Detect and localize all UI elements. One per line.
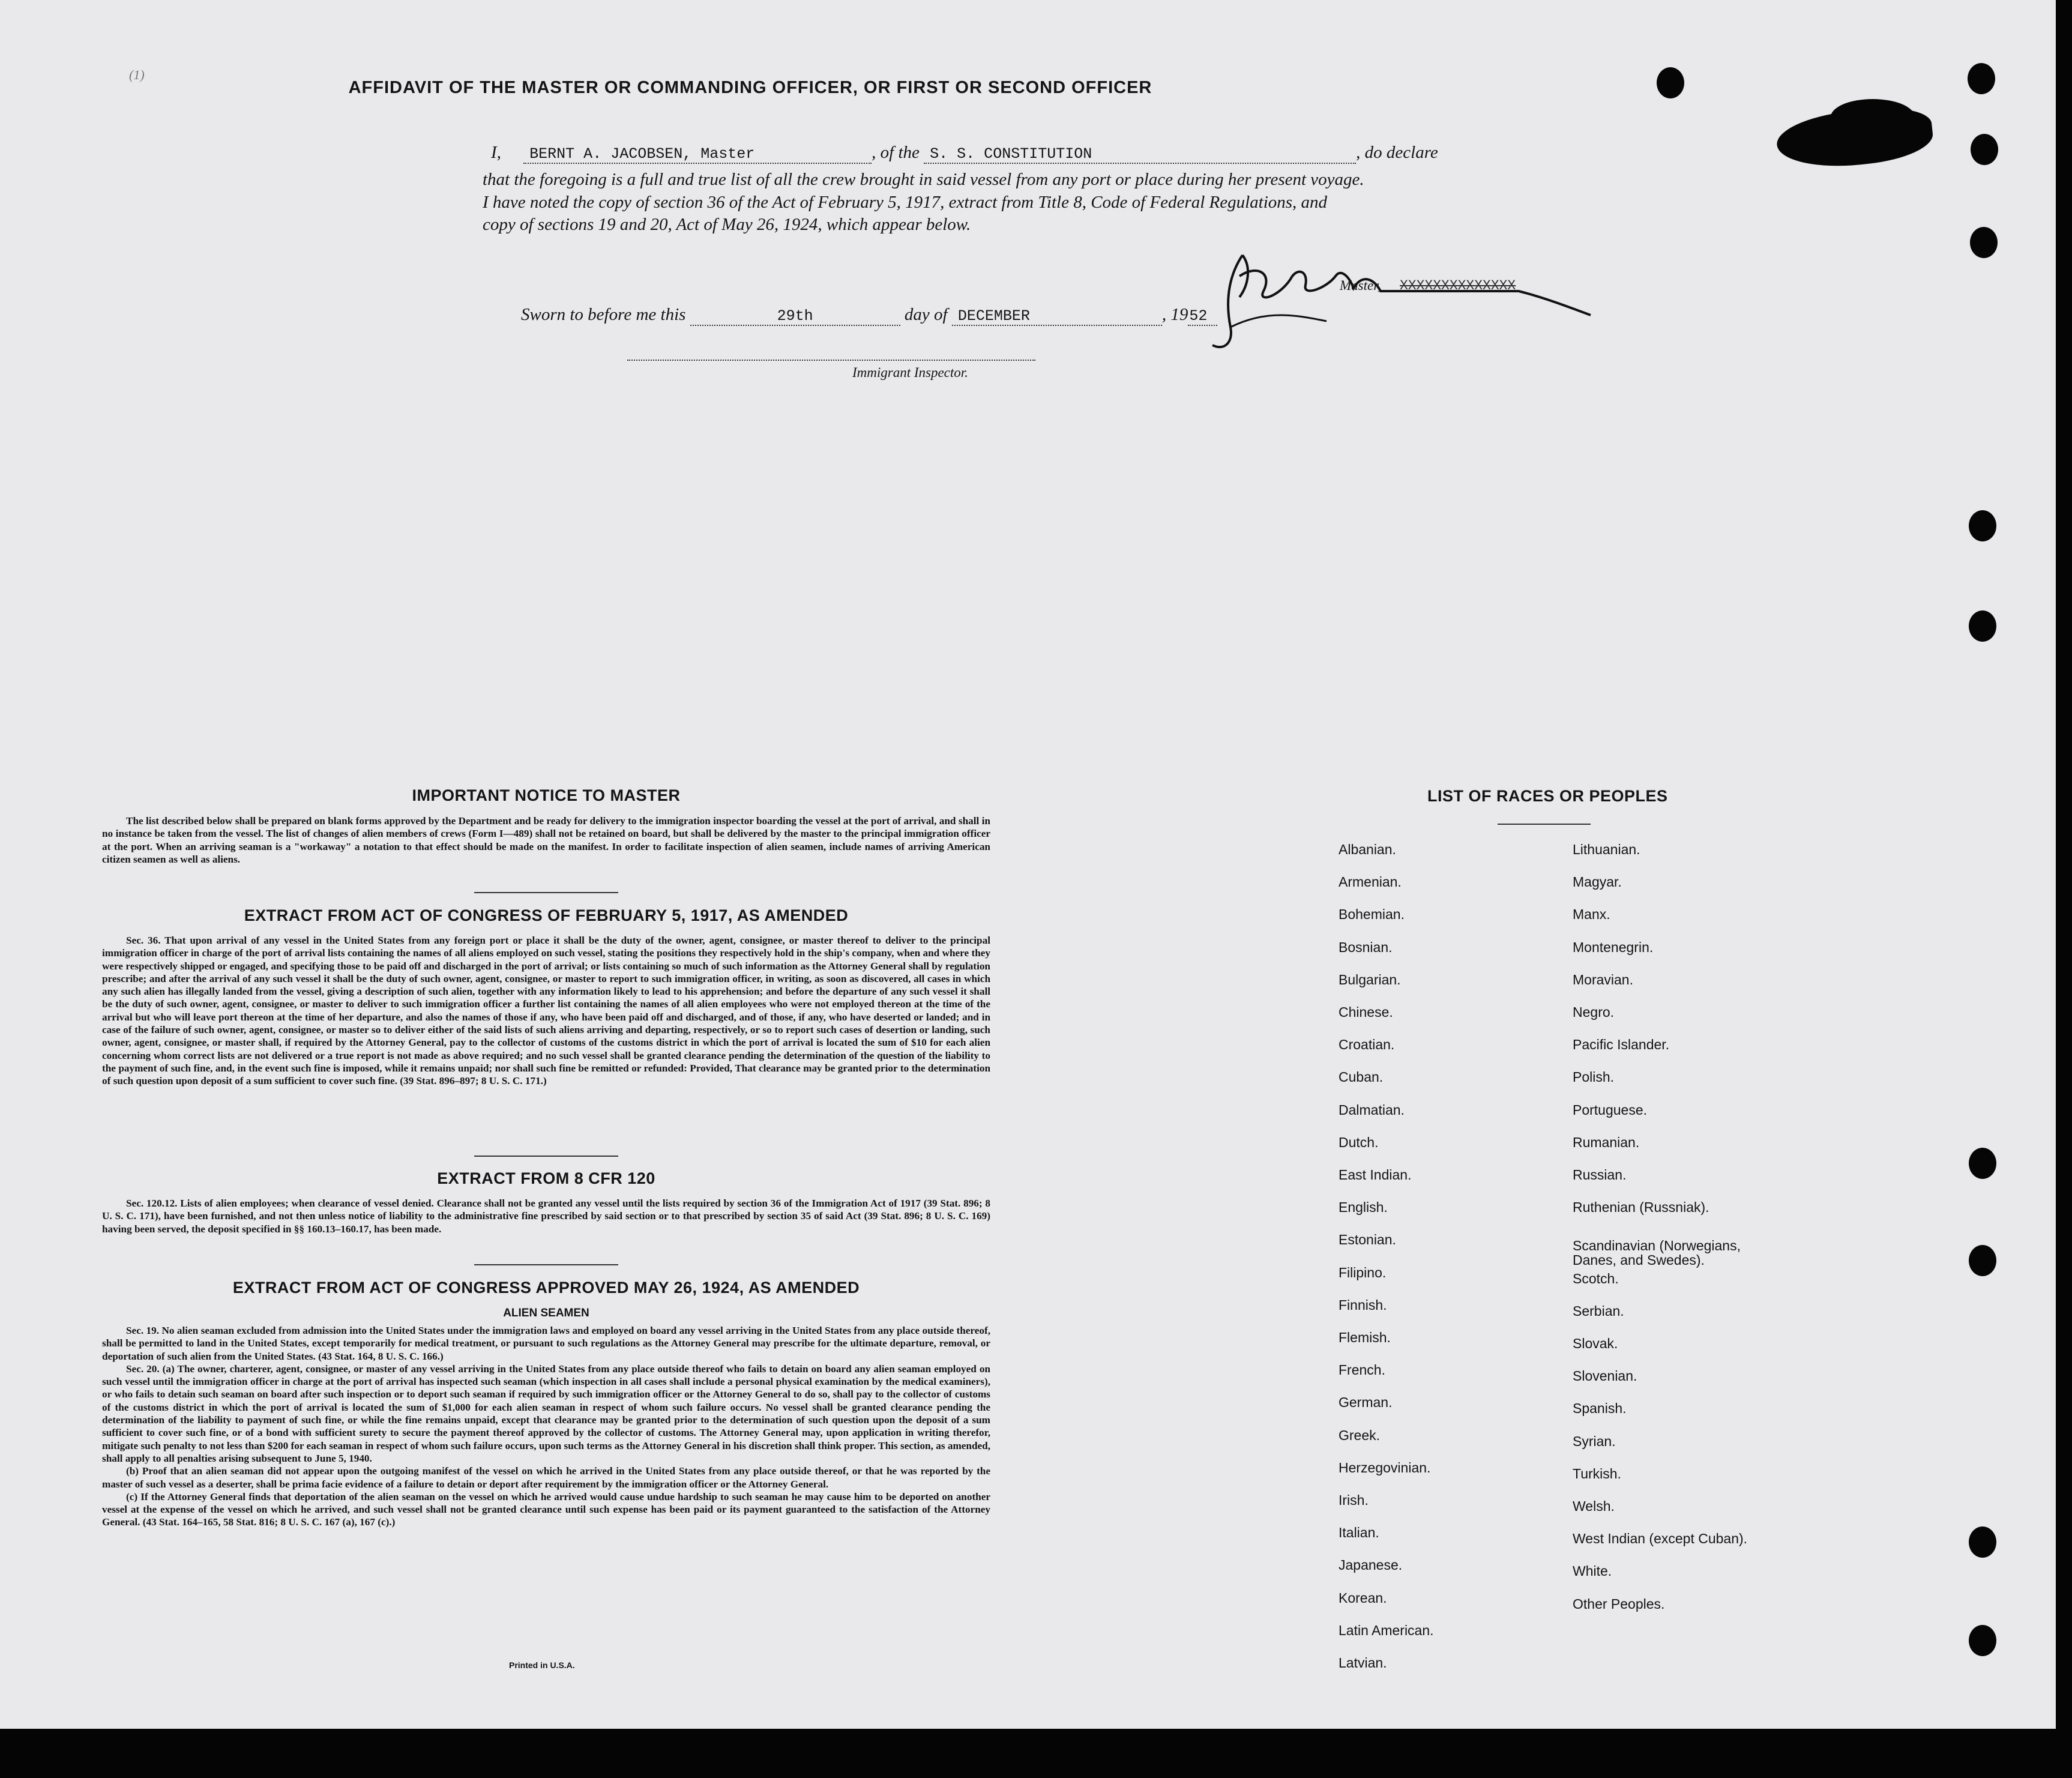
punch-hole [1969, 1148, 1996, 1179]
inspector-signature-line [627, 360, 1035, 361]
corner-mark: (1) [129, 67, 145, 82]
sec19-text: Sec. 19. No alien seaman excluded from admission into the United States under the immigration laws and employed on board any vessel arriving in the United States from any place outside thereof, shall be permitted to land in the United States, except temporarily for medical treatment, or pursuant to such regulations as the Attorney General may prescribe for the ultimate departure, removal, or deportation of such alien from the United States. (43 Stat. 164, 8 U. S. C. 166.) [102, 1325, 990, 1362]
pronoun: I, [491, 143, 501, 162]
race-item: Magyar. [1573, 874, 1622, 890]
race-item: Cuban. [1339, 1069, 1384, 1085]
sworn-day-field: 29th [690, 307, 900, 326]
extract1-title: EXTRACT FROM ACT OF CONGRESS OF FEBRUARY 5, 1917, AS AMENDED [244, 906, 849, 924]
race-item: Rumanian. [1573, 1134, 1640, 1150]
race-item: Serbian. [1573, 1303, 1624, 1319]
race-item: Estonian. [1339, 1232, 1396, 1248]
punch-hole [1969, 1526, 1996, 1558]
divider-2 [474, 1156, 618, 1157]
inspector-label: Immigrant Inspector. [852, 365, 968, 380]
race-item: French. [1339, 1362, 1385, 1378]
race-item: Turkish. [1573, 1465, 1621, 1481]
race-item: Syrian. [1573, 1433, 1616, 1449]
affidavit-title: AFFIDAVIT OF THE MASTER OR COMMANDING OFFICER, OR FIRST OR SECOND OFFICER [348, 78, 1152, 97]
race-item: Chinese. [1339, 1004, 1393, 1020]
race-item: Finnish. [1339, 1297, 1387, 1313]
race-item: Croatian. [1339, 1037, 1395, 1053]
race-item: Welsh. [1573, 1498, 1615, 1514]
race-item: Albanian. [1339, 842, 1396, 857]
punch-hole [1968, 63, 1995, 94]
extract2-title: EXTRACT FROM 8 CFR 120 [437, 1169, 655, 1187]
day-of-text: day of [904, 305, 948, 324]
race-item: West Indian (except Cuban). [1573, 1531, 1748, 1547]
races-title: LIST OF RACES OR PEOPLES [1427, 787, 1668, 805]
race-item: Bosnian. [1339, 939, 1393, 955]
race-item: Irish. [1339, 1492, 1369, 1508]
race-item: Dalmatian. [1339, 1101, 1405, 1118]
race-item: Dutch. [1339, 1134, 1379, 1150]
affidavit-line-4: copy of sections 19 and 20, Act of May 26, 1924, which appear below. [483, 215, 971, 234]
extract3-title: EXTRACT FROM ACT OF CONGRESS APPROVED MAY 26, 1924, AS AMENDED [232, 1279, 860, 1297]
race-item: Scotch. [1573, 1270, 1619, 1286]
race-item: English. [1339, 1199, 1388, 1216]
sec20a-text: Sec. 20. (a) The owner, charterer, agent, consignee, or master of any vessel arriving in the United States from any place outside thereof who fails to detain on board any alien seaman employed on such vessel until the immigration officer in charge at the port of arrival has inspected such seaman (which inspection in all cases shall include a personal physical examination by the medical examiners), or who fails to detain such seaman on board after such inspection or to deport such seaman if required by such immigration officer or the Attorney General to do so, shall pay to the collector of customs of the customs district in which the port of arrival is located the sum of $1,000 for each alien seaman in respect of whom such failure occurs. No vessel shall be granted clearance pending the determination of the liability to payment of such fine, or while the fine remains unpaid, except that clearance may be granted prior to the determination of such question upon the deposit of a sum sufficient to cover such fine, or of a bond with sufficient surety to secure the payment thereof approved by the collector of customs. The Attorney General may, upon application in writing therefor, mitigate such penalty to not less than $200 for each seaman in respect of whom such failure occurs, upon such terms as the Attorney General in his discretion shall think proper. This section, as amended, shall apply to all penalties arising subsequent to June 5, 1940. [102, 1363, 990, 1464]
extract3-subtitle: ALIEN SEAMEN [503, 1307, 589, 1319]
race-item: Latin American. [1339, 1622, 1434, 1638]
of-the-text: , of the [872, 143, 920, 162]
race-item: Bohemian. [1339, 906, 1405, 923]
sworn-month-field: DECEMBER [952, 307, 1162, 326]
ink-blot [1831, 99, 1915, 135]
race-item: Armenian. [1339, 874, 1402, 890]
punch-hole [1969, 510, 1996, 541]
race-item: Portuguese. [1573, 1101, 1648, 1118]
race-item: Korean. [1339, 1590, 1387, 1606]
race-item: Bulgarian. [1339, 971, 1401, 987]
affidavit-line-2: that the foregoing is a full and true list of all the crew brought in said vessel from any port or place during her present voyage. [483, 170, 1364, 189]
race-item: Italian. [1339, 1525, 1379, 1541]
race-item: Ruthenian (Russniak). [1573, 1199, 1709, 1216]
notice-title: IMPORTANT NOTICE TO MASTER [412, 786, 681, 804]
race-item: Danes, and Swedes). [1573, 1252, 1705, 1268]
divider-1 [474, 892, 618, 893]
sworn-year-field: 52 [1188, 307, 1217, 326]
printed-in-label: Printed in U.S.A. [509, 1660, 575, 1670]
punch-hole [1969, 1245, 1996, 1276]
race-item: Herzegovinian. [1339, 1459, 1431, 1475]
race-item: Spanish. [1573, 1400, 1627, 1417]
race-item: White. [1573, 1563, 1612, 1579]
race-item: Negro. [1573, 1004, 1615, 1020]
race-item: Flemish. [1339, 1330, 1391, 1345]
race-item: East Indian. [1339, 1167, 1412, 1183]
race-item: Filipino. [1339, 1264, 1387, 1280]
race-item: Russian. [1573, 1167, 1627, 1183]
vessel-name-field: S. S. CONSTITUTION [924, 145, 1356, 164]
master-label: Master, [1340, 278, 1381, 293]
race-item: Other Peoples. [1573, 1596, 1665, 1612]
race-item: Japanese. [1339, 1557, 1403, 1573]
notice-intro: The list described below shall be prepared on blank forms approved by the Department and be ready for delivery to the immigration inspector boarding the vessel at the port of arrival, and shall in no instance be taken from the vessel. The list of changes of alien members of crews (Form I—489) shall not be retained on board, but shall be delivered by the master to the principal immigration officer at the port. When an arriving seaman is a "workaway" a notation to that effect should be made on the manifest. In order to facilitate inspection of alien seamen, include names of arriving American citizen seamen as well as aliens. [102, 815, 990, 865]
race-item: Scandinavian (Norwegians, [1573, 1238, 1741, 1254]
extract3-body [102, 1324, 990, 1529]
do-declare-text: , do declare [1356, 143, 1438, 162]
race-item: Montenegrin. [1573, 939, 1654, 955]
punch-hole [1970, 227, 1998, 258]
race-item: Lithuanian. [1573, 842, 1640, 857]
race-item: Polish. [1573, 1069, 1615, 1085]
race-item: Manx. [1573, 906, 1610, 923]
affidavit-line-1 [491, 143, 1438, 164]
punch-hole [1969, 1625, 1996, 1656]
sec20c-text: (c) If the Attorney General finds that deportation of the alien seaman on the vessel on which he arrived would cause undue hardship to such seaman he may cause him to be deported on another vessel at the expense of the vessel on which he arrived, and such vessel shall not be granted clearance until such expense has been paid or its payment guaranteed to the satisfaction of the Attorney General. (43 Stat. 164–165, 58 Stat. 816; 8 U. S. C. 167 (a), 167 (c).) [102, 1490, 990, 1528]
sworn-line [521, 305, 1217, 326]
race-item: Moravian. [1573, 971, 1633, 987]
races-divider [1498, 824, 1591, 825]
extract2-text: Sec. 120.12. Lists of alien employees; when clearance of vessel denied. Clearance shall not be granted any vessel until the lists required by section 36 of the Immigration Act of 1917 (39 Stat. 896; 8 U. S. C. 171), have been furnished, and not then unless notice of liability to the administrative fine prescribed by said section or to that prescribed by section 35 of said Act (39 Stat. 896; 8 U. S. C. 169) having been served, the deposit specified in §§ 160.13–160.17, has been made. [102, 1198, 990, 1235]
punch-hole [1969, 610, 1996, 642]
affidavit-line-3: I have noted the copy of section 36 of the Act of February 5, 1917, extract from Title 8, Code of Federal Regulations, and [483, 193, 1328, 212]
punch-hole [1971, 134, 1998, 165]
sworn-prefix: Sworn to before me this [521, 305, 686, 324]
master-name-field: BERNT A. JACOBSEN, Master [523, 145, 872, 164]
punch-hole [1657, 67, 1684, 98]
race-item: Pacific Islander. [1573, 1037, 1670, 1053]
year-prefix: , 19 [1161, 305, 1188, 324]
race-item: Slovenian. [1573, 1368, 1637, 1384]
struck-out-title: XXXXXXXXXXXXXX [1400, 278, 1516, 294]
extract1-text: Sec. 36. That upon arrival of any vessel in the United States from any foreign port or place it shall be the duty of the owner, agent, consignee, or master thereof to deliver to the principal immigration officer in charge of the port of arrival lists containing the names of all aliens employed on such vessel, stating the positions they respectively hold in the ship's company, when and where they were respectively shipped or engaged, and specifying those to be paid off and discharged in the port of arrival; or lists containing so much of such information as the Attorney General shall by regulation prescribe; and after the arrival of any such vessel it shall be the duty of such owner, agent, consignee, or master to report to such immigration officer, in writing, as soon as discovered, all cases in which any such alien has illegally landed from the vessel, giving a description of such alien, together with any information likely to lead to his apprehension; and before the departure of any such vessel it shall be the duty of such owner, agent, consignee, or master to deliver to such immigration officer a further list containing the names of all alien employees who were not employed thereon at the time of the arrival but who will leave port thereon at the time of her departure, and also the names of those if any, who have been paid off and discharged, and of those, if any, who have deserted or landed; and in case of the failure of such owner, agent, consignee, or master so to deliver either of the said lists of such aliens arriving and departing, respectively, or so to report such cases of desertion or landing, such owner, agent, consignee, or master shall, if required by the Attorney General, pay to the collector of customs of the customs district in which the port of arrival is located the sum of $10 for each alien concerning whom correct lists are not delivered or a true report is not made as above required; and no such vessel shall be granted clearance pending the determination of the question of the liability to the payment of such fine, and, in the event such fine is imposed, while it remains unpaid; nor shall such fine be remitted or refunded: Provided, That clearance may be granted prior to the determination of such question upon deposit of a sum sufficient to cover such fine. (39 Stat. 896–897; 8 U. S. C. 171.) [102, 935, 990, 1087]
divider-3 [474, 1264, 618, 1265]
race-item: Slovak. [1573, 1336, 1618, 1351]
race-item: Latvian. [1339, 1655, 1387, 1671]
race-item: German. [1339, 1394, 1393, 1411]
sec20b-text: (b) Proof that an alien seaman did not appear upon the outgoing manifest of the vessel on which he arrived in the United States from any place outside thereof, or that he was reported by the master of such vessel as a deserter, shall be prima facie evidence of a failure to detain or deport after requirement by the immigration officer or the Attorney General. [102, 1465, 990, 1490]
race-item: Greek. [1339, 1427, 1381, 1443]
